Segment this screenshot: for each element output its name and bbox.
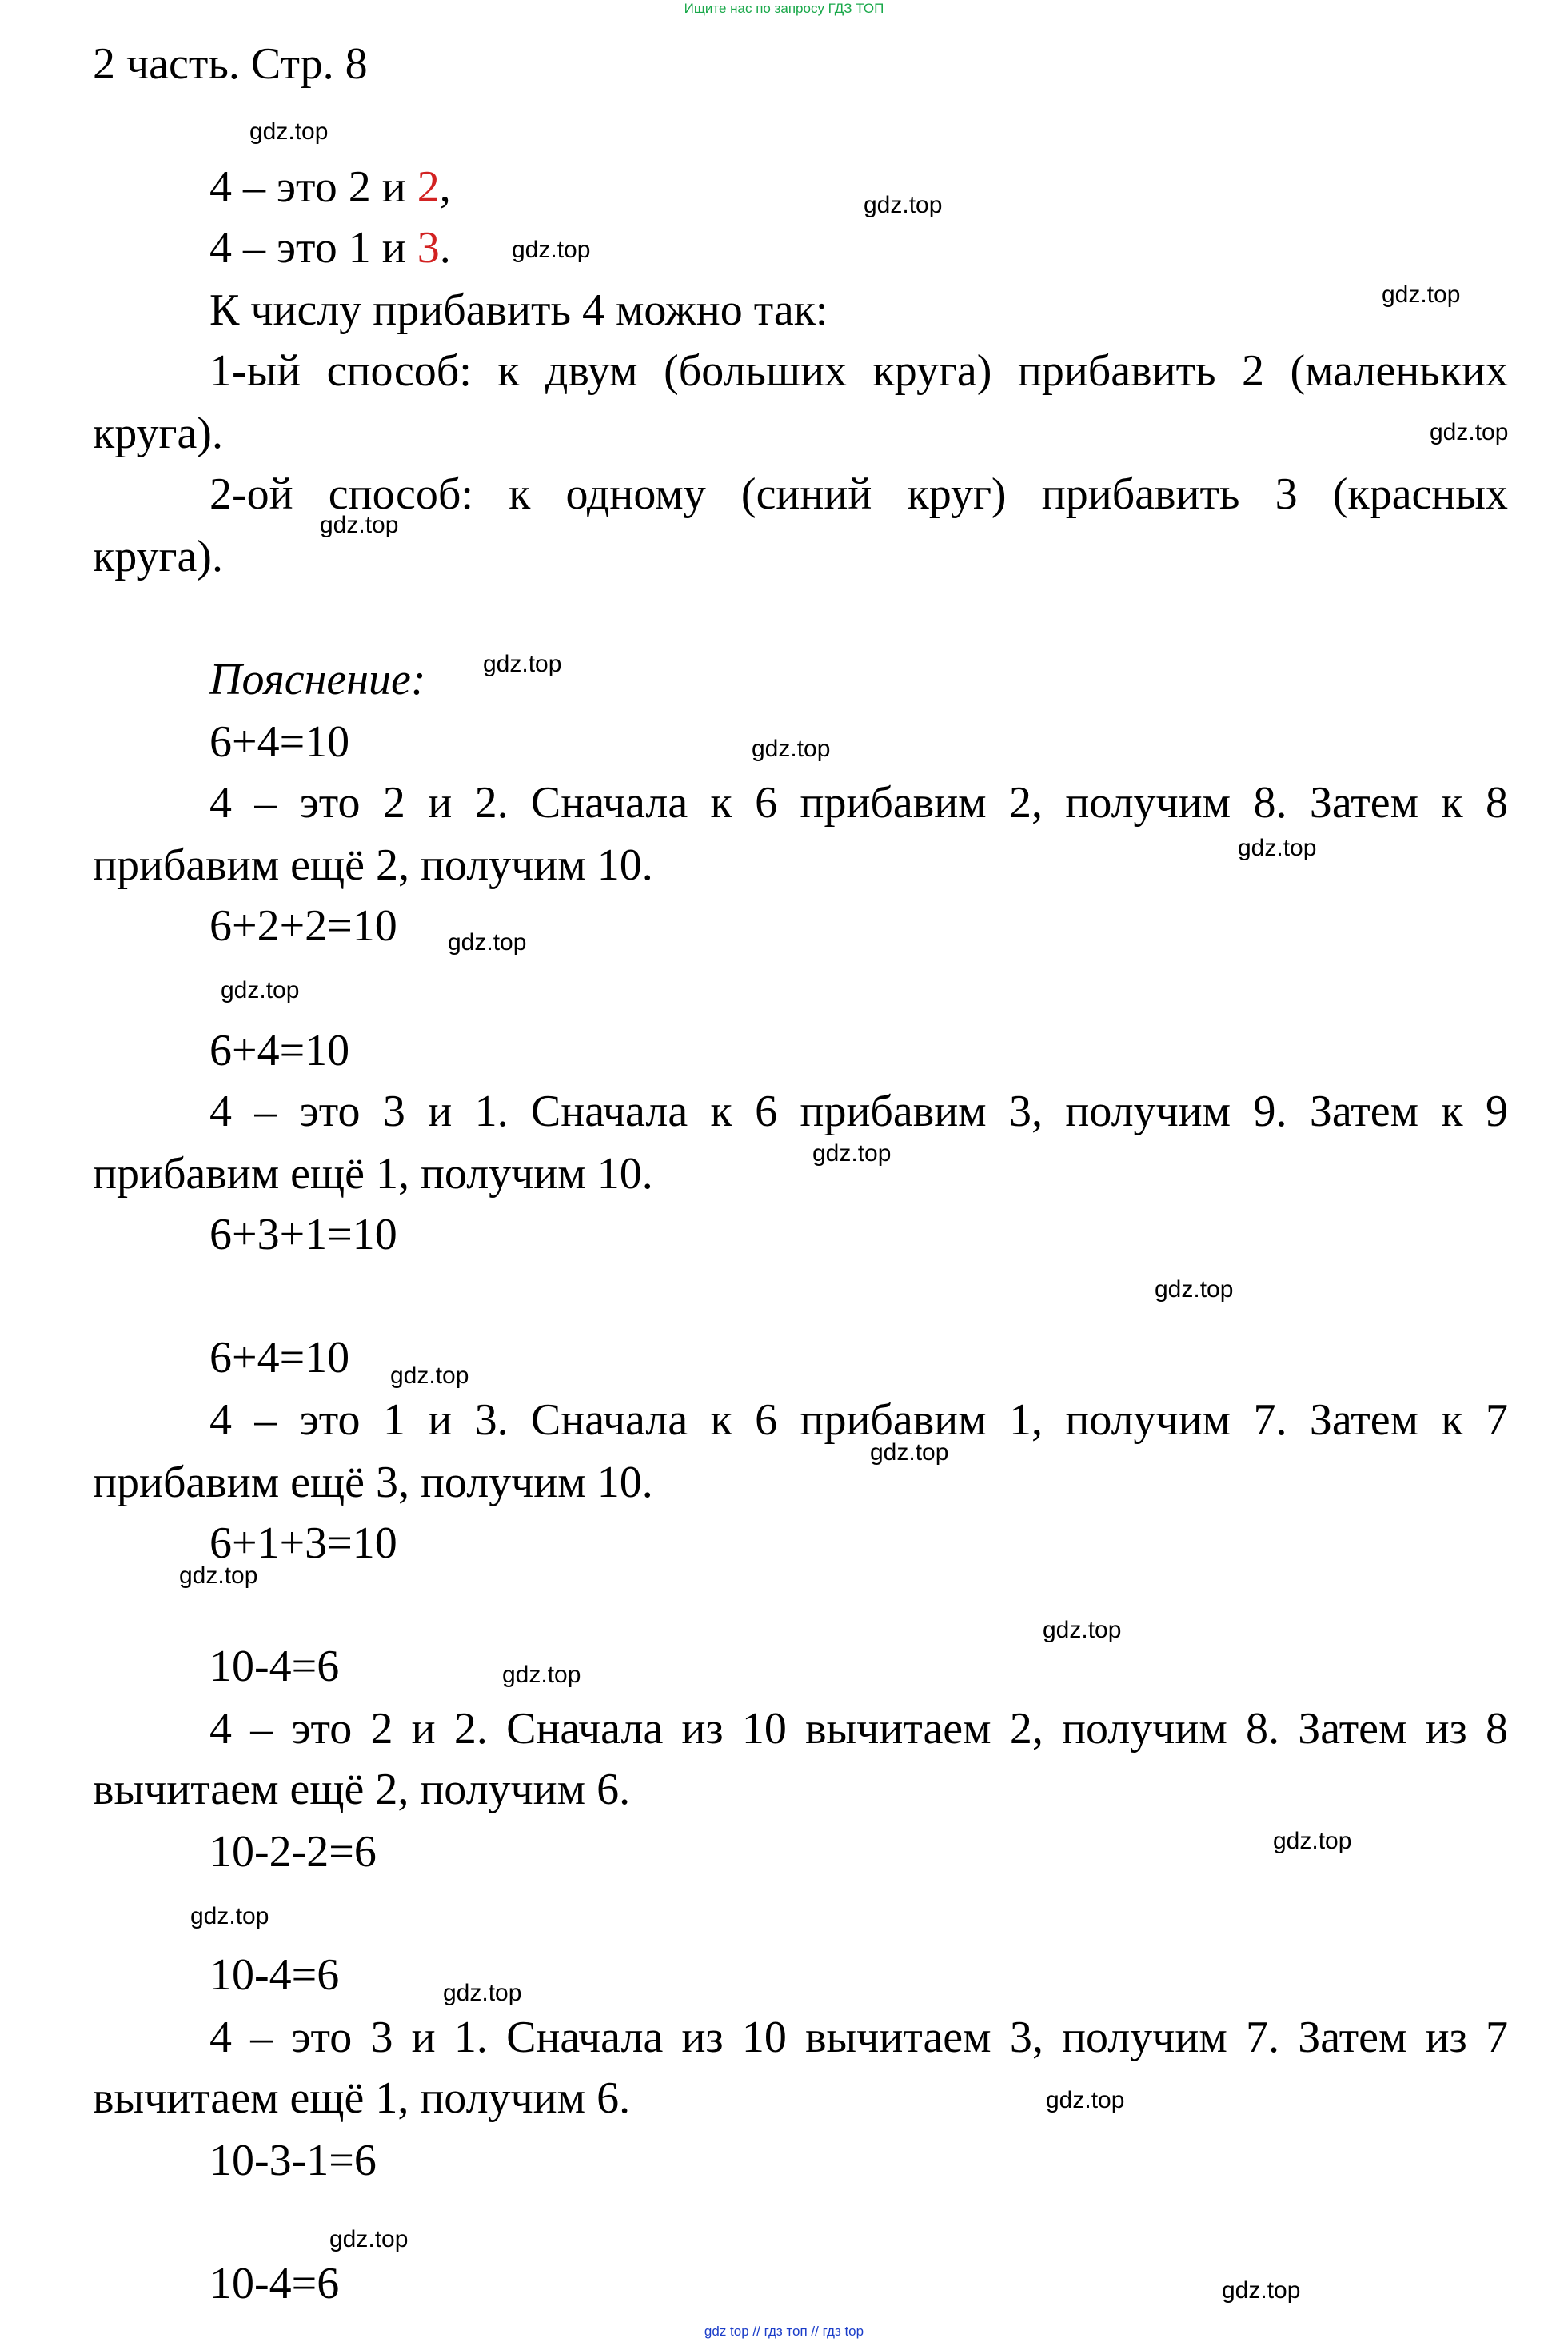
watermark: gdz.top xyxy=(190,1903,269,1929)
answer-line-3: К числу прибавить 4 можно так: xyxy=(209,285,828,335)
block-5-text-2: вычитаем ещё 1, получим 6. xyxy=(93,2073,631,2123)
watermark: gdz.top xyxy=(864,192,943,218)
block-1-text-1: 4 – это 2 и 2. Сначала к 6 прибавим 2, получим 8. Затем к 8 xyxy=(209,778,1508,828)
watermark: gdz.top xyxy=(752,736,831,762)
watermark: gdz.top xyxy=(329,2226,409,2252)
watermark: gdz.top xyxy=(221,977,300,1003)
answer-line-1-suffix: , xyxy=(439,162,451,212)
block-1-equation: 6+4=10 xyxy=(209,717,350,767)
answer-line-1-highlight: 2 xyxy=(417,162,440,212)
method-1-line-2: круга). xyxy=(93,409,223,458)
watermark: gdz.top xyxy=(870,1439,949,1466)
block-4-result: 10-2-2=6 xyxy=(209,1827,377,1877)
watermark: gdz.top xyxy=(443,1980,522,2006)
block-4-equation: 10-4=6 xyxy=(209,1642,340,1691)
watermark: gdz.top xyxy=(390,1363,469,1389)
answer-line-1-prefix: 4 – это 2 и xyxy=(209,162,417,212)
top-banner: Ищите нас по запросу ГДЗ ТОП xyxy=(684,1,884,16)
watermark: gdz.top xyxy=(1222,2277,1301,2304)
watermark: gdz.top xyxy=(1238,835,1317,861)
watermark: gdz.top xyxy=(502,1662,581,1688)
watermark: gdz.top xyxy=(249,118,329,145)
block-5-equation: 10-4=6 xyxy=(209,1950,340,2000)
answer-line-2-highlight: 3 xyxy=(417,223,440,273)
watermark: gdz.top xyxy=(448,929,527,956)
watermark: gdz.top xyxy=(1155,1276,1234,1303)
watermark: gdz.top xyxy=(1043,1617,1122,1643)
answer-line-2-prefix: 4 – это 1 и xyxy=(209,223,417,273)
watermark: gdz.top xyxy=(320,512,399,538)
watermark: gdz.top xyxy=(179,1562,258,1589)
method-1-line-1: 1-ый способ: к двум (больших круга) прибавить 2 (маленьких xyxy=(209,346,1508,396)
block-4-text-2: вычитаем ещё 2, получим 6. xyxy=(93,1765,631,1814)
block-5-text-1: 4 – это 3 и 1. Сначала из 10 вычитаем 3, получим 7. Затем из 7 xyxy=(209,2013,1508,2062)
block-3-text-2: прибавим ещё 3, получим 10. xyxy=(93,1458,653,1507)
watermark: gdz.top xyxy=(1382,281,1461,308)
block-2-equation: 6+4=10 xyxy=(209,1026,350,1075)
watermark: gdz.top xyxy=(1046,2087,1125,2113)
block-2-result: 6+3+1=10 xyxy=(209,1210,397,1259)
final-equation: 10-4=6 xyxy=(209,2259,340,2308)
watermark: gdz.top xyxy=(812,1140,892,1167)
block-2-text-2: прибавим ещё 1, получим 10. xyxy=(93,1149,653,1199)
method-2-line-2: круга). xyxy=(93,532,223,581)
block-2-text-1: 4 – это 3 и 1. Сначала к 6 прибавим 3, получим 9. Затем к 9 xyxy=(209,1087,1508,1136)
answer-line-2 xyxy=(209,222,451,273)
page-title: 2 часть. Стр. 8 xyxy=(93,39,368,89)
answer-line-1 xyxy=(209,162,451,213)
watermark: gdz.top xyxy=(483,651,562,677)
watermark: gdz.top xyxy=(1430,419,1509,445)
block-3-equation: 6+4=10 xyxy=(209,1333,350,1382)
block-1-result: 6+2+2=10 xyxy=(209,901,397,951)
block-1-text-2: прибавим ещё 2, получим 10. xyxy=(93,840,653,890)
watermark: gdz.top xyxy=(1273,1828,1352,1854)
method-2-line-1: 2-ой способ: к одному (синий круг) прибавить 3 (красных xyxy=(209,469,1508,519)
block-3-text-1: 4 – это 1 и 3. Сначала к 6 прибавим 1, получим 7. Затем к 7 xyxy=(209,1395,1508,1445)
footer-banner: gdz top // гдз топ // гдз top xyxy=(704,2324,864,2339)
explanation-heading: Пояснение: xyxy=(209,655,426,704)
block-3-result: 6+1+3=10 xyxy=(209,1518,397,1568)
answer-line-2-suffix: . xyxy=(439,223,451,273)
watermark: gdz.top xyxy=(512,237,591,263)
block-4-text-1: 4 – это 2 и 2. Сначала из 10 вычитаем 2, получим 8. Затем из 8 xyxy=(209,1704,1508,1754)
block-5-result: 10-3-1=6 xyxy=(209,2136,377,2185)
